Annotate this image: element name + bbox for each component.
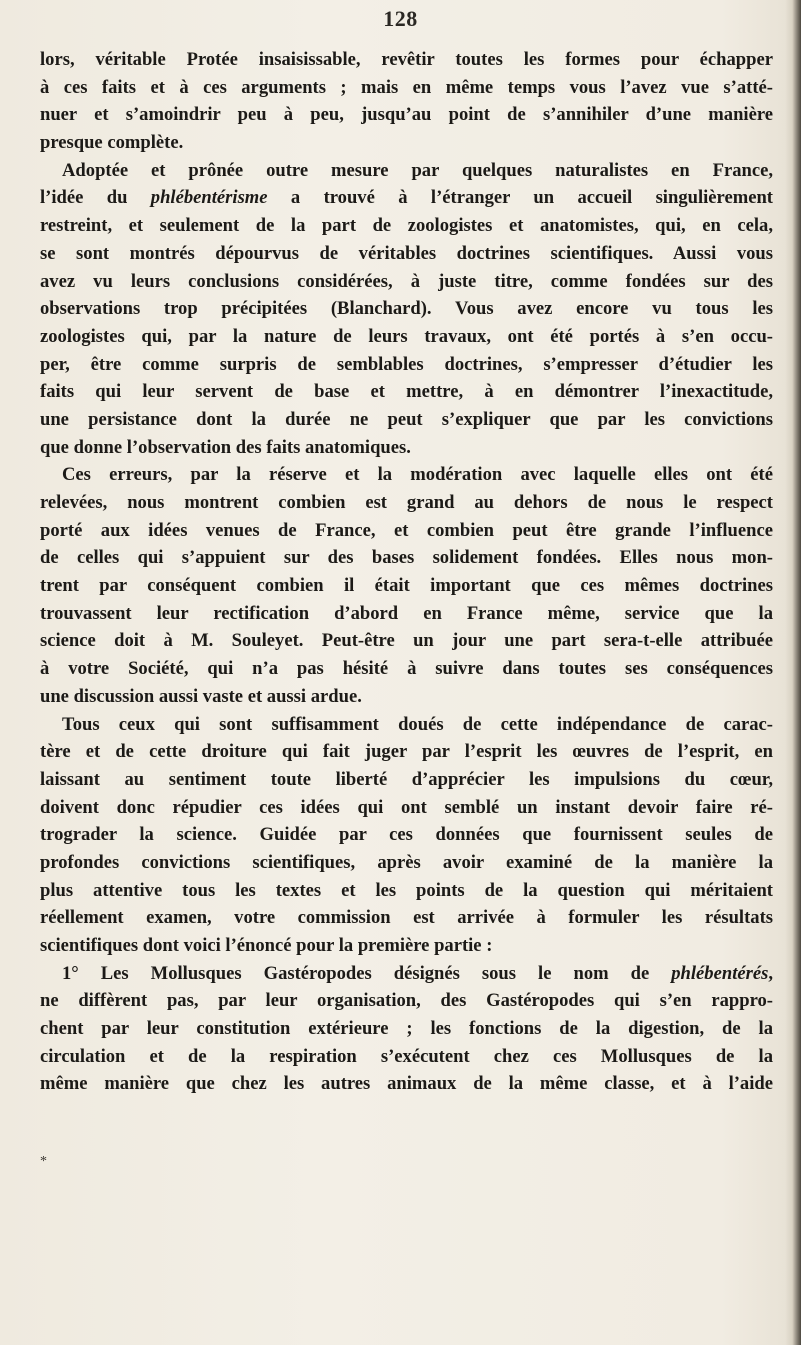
text-line: zoologistes qui, par la nature de leurs travaux, ont été portés à s’en occu- [40, 325, 773, 347]
margin-asterisk: * [40, 1154, 47, 1169]
text-line: de celles qui s’appuient sur des bases solidement fondées. Elles nous mon- [40, 547, 773, 569]
text-line: scientifiques dont voici l’énoncé pour la première partie : [40, 935, 493, 956]
text-line: Tous ceux qui sont suffisamment doués de cette indépendance de carac- [62, 713, 773, 735]
text-line: observations trop précipitées (Blanchard). Vous avez encore vu tous les [40, 298, 773, 320]
text-line: tère et de cette droiture qui fait juger par l’esprit les œuvres de l’esprit, en [40, 741, 773, 763]
text-line: per, être comme surpris de semblables doctrines, s’empresser d’étudier les [40, 353, 773, 375]
text-line: science doit à M. Souleyet. Peut-être un jour une part sera-t-elle attribuée [40, 630, 773, 652]
text-line: l’idée du phlébentérisme a trouvé à l’étranger un accueil singulièrement [40, 187, 773, 209]
text-line: doivent donc répudier ces idées qui ont semblé un instant devoir faire ré- [40, 796, 773, 818]
text-line: circulation et de la respiration s’exécutent chez ces Mollusques de la [40, 1045, 773, 1067]
text-line: une persistance dont la durée ne peut s’expliquer que par les convictions [40, 408, 773, 430]
text-line: profondes convictions scientifiques, après avoir examiné de la manière la [40, 851, 773, 873]
text-line: lors, véritable Protée insaisissable, revêtir toutes les formes pour échapper [40, 49, 773, 70]
text-line: réellement examen, votre commission est arrivée à formuler les résultats [40, 907, 773, 929]
text-line: porté aux idées venues de France, et combien peut être grande l’influence [40, 519, 773, 541]
text-line: restreint, et seulement de la part de zoologistes et anatomistes, qui, en cela, [40, 215, 773, 237]
text-line: une discussion aussi vaste et aussi ardue. [40, 685, 362, 707]
text-line: avez vu leurs conclusions considérées, à juste titre, comme fondées sur des [40, 270, 773, 292]
text-line: laissant au sentiment toute liberté d’apprécier les impulsions du cœur, [40, 768, 773, 790]
page-number: 128 [383, 6, 418, 31]
text-line: chent par leur constitution extérieure ; les fonctions de la digestion, de la [40, 1018, 773, 1040]
text-line: Adoptée et prônée outre mesure par quelques naturalistes en France, [62, 159, 773, 181]
text-line: plus attentive tous les textes et les points de la question qui méritaient [40, 879, 773, 901]
text-line: que donne l’observation des faits anatomiques. [40, 436, 411, 458]
text-line: presque complète. [40, 132, 184, 154]
text-line: nuer et s’amoindrir peu à peu, jusqu’au point de s’annihiler d’une manière [40, 104, 773, 126]
page-edge-shadow [785, 0, 801, 1345]
text-line: trouvassent leur rectification d’abord en France même, service que la [40, 602, 773, 624]
text-line: faits qui leur servent de base et mettre, à en démontrer l’inexactitude, [40, 381, 773, 403]
body-text [40, 46, 773, 1098]
text-line: même manière que chez les autres animaux de la même classe, et à l’aide [40, 1073, 773, 1095]
text-line: relevées, nous montrent combien est grand au dehors de nous le respect [40, 492, 773, 513]
text-line: 1° Les Mollusques Gastéropodes désignés sous le nom de phlébentérés, [62, 962, 773, 984]
text-line: ne diffèrent pas, par leur organisation, des Gastéropodes qui s’en rappro- [40, 990, 773, 1012]
text-line: trent par conséquent combien il était important que ces mêmes doctrines [40, 575, 773, 597]
text-line: trograder la science. Guidée par ces données que fournissent seules de [40, 824, 773, 846]
text-line: à votre Société, qui n’a pas hésité à suivre dans toutes ses conséquences [40, 658, 773, 680]
text-line: se sont montrés dépourvus de véritables doctrines scientifiques. Aussi vous [40, 242, 773, 264]
text-line: à ces faits et à ces arguments ; mais en même temps vous l’avez vue s’atté- [40, 76, 773, 98]
text-line: Ces erreurs, par la réserve et la modération avec laquelle elles ont été [62, 464, 773, 486]
